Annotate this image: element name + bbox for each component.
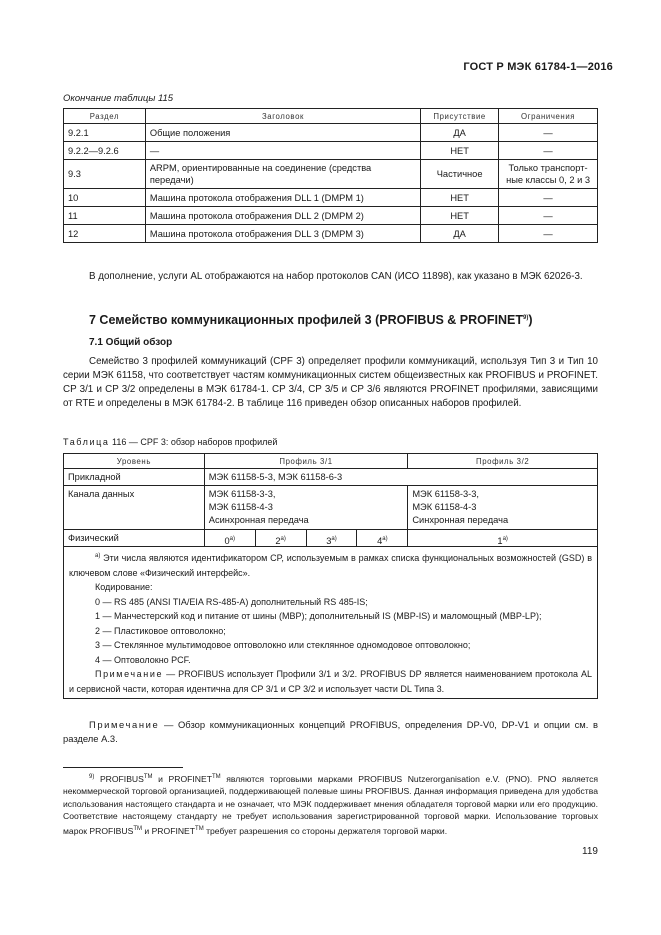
cell-presence: НЕТ bbox=[421, 142, 499, 160]
cell-section: 11 bbox=[64, 207, 146, 225]
cell-datalink-3-1 bbox=[204, 486, 408, 530]
cell-section: 9.3 bbox=[64, 160, 146, 189]
trademark-mark: TM bbox=[133, 825, 142, 832]
cell-title: — bbox=[145, 142, 420, 160]
cell-level: Прикладной bbox=[64, 469, 205, 486]
note-ref: a) bbox=[502, 535, 508, 542]
col-header: Присутствие bbox=[421, 109, 499, 124]
table-row bbox=[64, 160, 598, 189]
col-header: Раздел bbox=[64, 109, 146, 124]
table-row bbox=[64, 124, 598, 142]
footnote-text: и PROFINET bbox=[144, 825, 196, 836]
dl-line: МЭК 61158-3-3, bbox=[412, 489, 480, 499]
col-header-profile-3-2: Профиль 3/2 bbox=[408, 454, 598, 469]
dl-line: МЭК 61158-3-3, bbox=[208, 489, 276, 499]
cell-application-value: МЭК 61158-5-3, МЭК 61158-6-3 bbox=[204, 469, 597, 486]
cell-presence: НЕТ bbox=[421, 207, 499, 225]
table-row bbox=[64, 207, 598, 225]
table-116 bbox=[63, 453, 598, 699]
phy-id: 1 bbox=[497, 536, 503, 546]
table-header-row bbox=[64, 109, 598, 124]
table-row bbox=[64, 225, 598, 243]
footnote bbox=[63, 771, 598, 837]
trademark-mark: TM bbox=[211, 774, 221, 780]
section-7-title: 7 Семейство коммуникационных профилей 3 (PROFIBUS & PROFINET bbox=[89, 313, 523, 327]
cell-phy-value bbox=[306, 530, 357, 547]
cell-section: 9.2.2—9.2.6 bbox=[64, 142, 146, 160]
footnote-text: являются торговыми марками PROFIBUS Nutzerorganisation e.V. (PNO). PNO является некоммерческой торговой организацией, поддерживающей полевые шины PROFIBUS. Данная информация приведена для удобства использования настоящего стандарта и не означает, что МЭК поддерживает мнения обладателя торговой марки или его продукцию. Соответствие настоящему стандарту не требует использования зарегистрированной торговой марки. Использование торговых марок PROFIBUS bbox=[63, 773, 599, 836]
cell-datalink-3-2 bbox=[408, 486, 598, 530]
phy-id: 3 bbox=[326, 536, 332, 546]
cell-title: Общие положения bbox=[145, 124, 420, 142]
cell-limits: — bbox=[499, 142, 598, 160]
cell-section: 9.2.1 bbox=[64, 124, 146, 142]
overview-paragraph: Семейство 3 профилей коммуникаций (CPF 3) определяет профили коммуникаций, используя Тип 3 и Тип 10 серии МЭК 61158, что соответствует частям коммуникационных систем общеизвестных как PROFIBUS и PROFINET. CP 3/1 и CP 3/2 определены в МЭК 61784-1. CP 3/4, CP 3/5 и CP 3/6 являются PROFINET профилями, зависящими от RTE и определены в МЭК 61784-2. В таблице 116 приведен обзор описанных наборов профилей. bbox=[63, 356, 598, 409]
dl-line: Синхронная передача bbox=[412, 515, 509, 525]
table-row-application bbox=[64, 469, 598, 486]
table-116-caption bbox=[63, 437, 277, 447]
inner-note-label: Примечание bbox=[95, 669, 164, 679]
paragraph-can: В дополнение, услуги AL отображаются на набор протоколов CAN (ИСО 11898), как указано в МЭК 62026-3. bbox=[89, 271, 583, 282]
trademark-mark: TM bbox=[143, 774, 153, 780]
note-a-text: Эти числа являются идентификатором CP, используемым в рамках списка функциональных возможностей (GSD) в ключевом слове «Физический интерфейс». bbox=[69, 553, 592, 578]
cell-limits: Только транспорт-ные классы 0, 2 и 3 bbox=[499, 160, 598, 189]
caption-text: 116 — CPF 3: обзор наборов профилей bbox=[112, 437, 278, 447]
section-7-title-end: ) bbox=[528, 313, 533, 327]
cell-limits: — bbox=[499, 207, 598, 225]
note-a-mark: a) bbox=[95, 553, 101, 559]
trademark-mark: TM bbox=[195, 825, 204, 832]
cell-presence: ДА bbox=[421, 225, 499, 243]
note-a bbox=[69, 549, 592, 580]
table-row-notes bbox=[64, 547, 598, 699]
cell-limits: — bbox=[499, 189, 598, 207]
col-header: Заголовок bbox=[145, 109, 420, 124]
note-ref: a) bbox=[331, 535, 337, 542]
footnote-text: требует разрешения со стороны держателя торговой марки. bbox=[206, 825, 448, 836]
col-header-profile-3-1: Профиль 3/1 bbox=[204, 454, 408, 469]
footnote-text: и PROFINET bbox=[158, 773, 212, 784]
footnote-text: PROFIBUS bbox=[99, 773, 144, 784]
cell-level: Канала данных bbox=[64, 486, 205, 530]
footnote-mark: 9) bbox=[89, 774, 95, 780]
section-7-1-heading: 7.1 Общий обзор bbox=[89, 337, 173, 348]
phy-id: 2 bbox=[275, 536, 281, 546]
cell-title: Машина протокола отображения DLL 1 (DMPM 1) bbox=[145, 189, 420, 207]
cell-phy-value bbox=[204, 530, 255, 547]
table-notes bbox=[64, 547, 598, 699]
footnote-mark-wrap bbox=[63, 774, 94, 784]
cell-phy-value bbox=[408, 530, 598, 547]
table-115-caption: Окончание таблицы 115 bbox=[63, 93, 174, 104]
note-text: — Обзор коммуникационных концепций PROFIBUS, определения DP-V0, DP-V1 и опции см. в разделе А.3. bbox=[63, 719, 599, 744]
coding-item: 3 — Стеклянное мультимодовое оптоволокно или стеклянное одномодовое оптоволокно; bbox=[95, 640, 471, 650]
coding-item: 0 — RS 485 (ANSI TIA/EIA RS-485-A) дополнительный RS 485-IS; bbox=[95, 596, 368, 607]
cell-presence: ДА bbox=[421, 124, 499, 142]
document-code: ГОСТ Р МЭК 61784-1—2016 bbox=[463, 61, 613, 73]
footnote-separator bbox=[63, 767, 183, 768]
cell-title: ARPM, ориентированные на соединение (средства передачи) bbox=[145, 160, 420, 189]
footnote-ref: 9) bbox=[522, 314, 529, 321]
note-after-table bbox=[63, 718, 598, 746]
dl-line: Асинхронная передача bbox=[208, 515, 309, 525]
table-row-datalink bbox=[64, 486, 598, 530]
cell-title: Машина протокола отображения DLL 3 (DMPM 3) bbox=[145, 225, 420, 243]
table-row bbox=[64, 142, 598, 160]
note-ref: a) bbox=[382, 535, 388, 542]
note-label: Примечание bbox=[89, 719, 160, 730]
note-ref: a) bbox=[280, 535, 286, 542]
table-row-physical bbox=[64, 530, 598, 547]
cell-section: 12 bbox=[64, 225, 146, 243]
section-7-heading bbox=[89, 313, 533, 327]
cell-presence: Частичное bbox=[421, 160, 499, 189]
note-ref: a) bbox=[229, 535, 235, 542]
inner-note-text: — PROFIBUS использует Профили 3/1 и 3/2. PROFIBUS DP является наименованием протокола AL и сервисной части, которая идентична для CP 3/1 и CP 3/2 и использует части DL Типа 3. bbox=[69, 669, 592, 694]
col-header: Ограничения bbox=[499, 109, 598, 124]
cell-section: 10 bbox=[64, 189, 146, 207]
coding-item: 2 — Пластиковое оптоволокно; bbox=[95, 625, 226, 636]
cell-title: Машина протокола отображения DLL 2 (DMPM 2) bbox=[145, 207, 420, 225]
cell-limits: — bbox=[499, 225, 598, 243]
phy-id: 4 bbox=[377, 536, 383, 546]
coding-item: 4 — Оптоволокно PCF. bbox=[95, 654, 191, 665]
table-header-row bbox=[64, 454, 598, 469]
table-row bbox=[64, 189, 598, 207]
col-header-level: Уровень bbox=[64, 454, 205, 469]
cell-phy-value bbox=[357, 530, 408, 547]
cell-presence: НЕТ bbox=[421, 189, 499, 207]
page-number: 119 bbox=[582, 846, 598, 857]
coding-item: 1 — Манчестерский код и питание от шины (MBP); дополнительный IS (MBP-IS) и маломощный (MBP-LP); bbox=[95, 611, 542, 621]
caption-label: Таблица bbox=[63, 437, 110, 447]
table-115 bbox=[63, 108, 598, 243]
cell-limits: — bbox=[499, 124, 598, 142]
dl-line: МЭК 61158-4-3 bbox=[412, 502, 477, 512]
cell-level: Физический bbox=[64, 530, 205, 547]
inner-note bbox=[69, 667, 592, 696]
coding-title: Кодирование: bbox=[95, 582, 153, 592]
phy-id: 0 bbox=[224, 536, 230, 546]
cell-phy-value bbox=[255, 530, 306, 547]
dl-line: МЭК 61158-4-3 bbox=[208, 502, 273, 512]
